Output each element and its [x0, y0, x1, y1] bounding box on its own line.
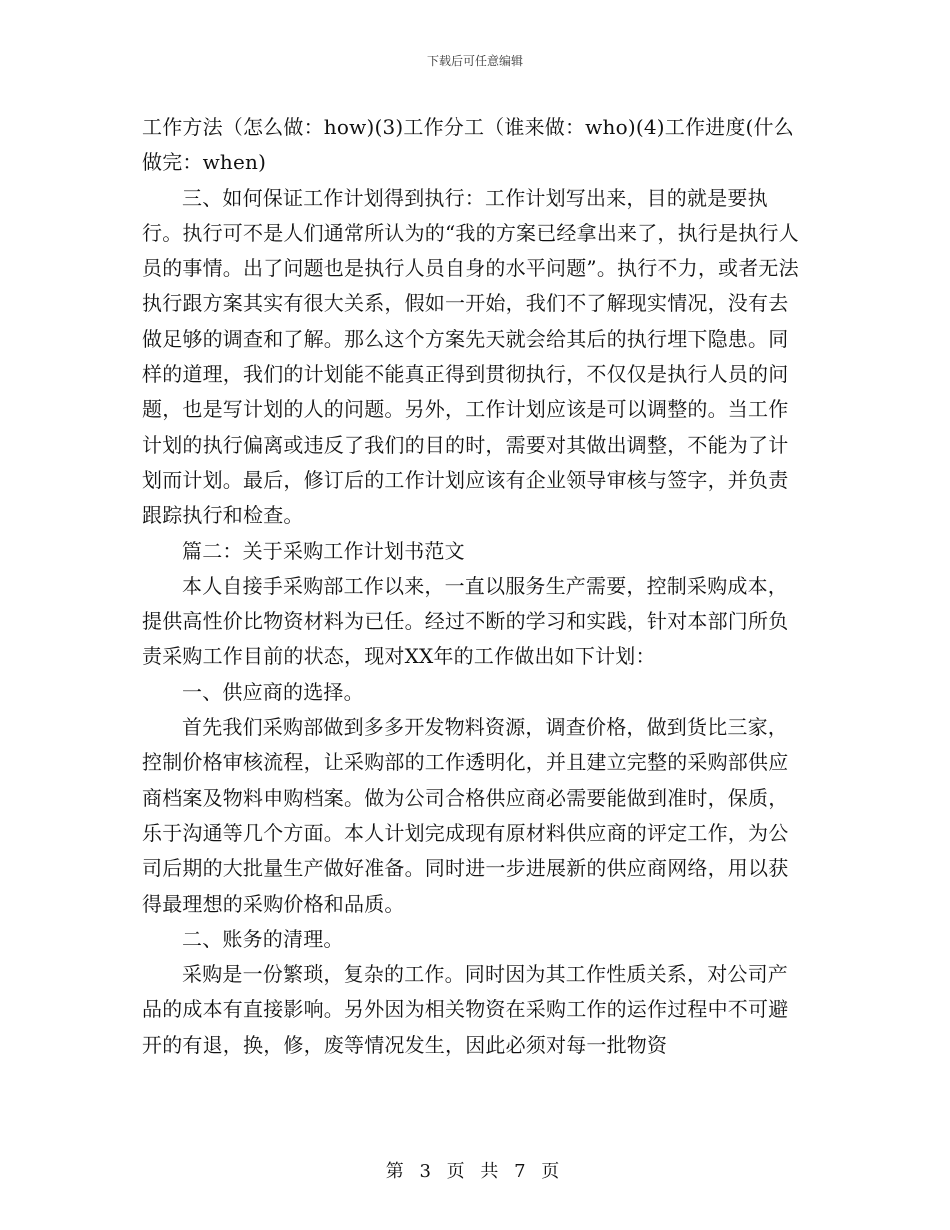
- page-footer: 第 3 页 共 7 页: [385, 1161, 565, 1182]
- paragraph-accounts-cleanup: 采购是一份繁琐，复杂的工作。同时因为其工作性质关系，对公司产品的成本有直接影响。另外因为相关物资在采购工作的运作过程中不可避开的有退，换，修，废等情况发生，因此必须对每一批物资: [142, 962, 789, 1057]
- page-header: 下载后可任意编辑: [426, 54, 523, 68]
- paragraph-work-method: 工作方法（怎么做：how)(3)工作分工（谁来做：who)(4)工作进度(什么做完：when): [142, 115, 794, 175]
- paragraph-supplier-selection: 首先我们采购部做到多多开发物料资源，调查价格，做到货比三家，控制价格审核流程，让采购部的工作透明化，并且建立完整的采购部供应商档案及物料申购档案。做为公司合格供应商必需要能做到准时，保质，乐于沟通等几个方面。本人计划完成现有原材料供应商的评定工作，为公司后期的大批量生产做好准备。同时进一步进展新的供应商网络，用以获得最理想的采购价格和品质。: [142, 715, 789, 916]
- paragraph-purchasing-intro: 本人自接手采购部工作以来，一直以服务生产需要，控制采购成本，提供高性价比物资材料为已任。经过不断的学习和实践，针对本部门所负责采购工作目前的状态，现对XX年的工作做出如下计划：: [142, 573, 789, 669]
- document-body: [142, 110, 808, 1063]
- subheading-accounts-cleanup: 二、账务的清理。: [182, 926, 344, 951]
- paragraph-plan-execution: 三、如何保证工作计划得到执行：工作计划写出来，目的就是要执行。执行可不是人们通常所认为的“我的方案已经拿出来了，执行是执行人员的事情。出了问题也是执行人员自身的水平问题”。执行不力，或者无法执行跟方案其实有很大关系，假如一开始，我们不了解现实情况，没有去做足够的调查和了解。那么这个方案先天就会给其后的执行埋下隐患。同样的道理，我们的计划能不能真正得到贯彻执行，不仅仅是执行人员的问题，也是写计划的人的问题。另外，工作计划应该是可以调整的。当工作计划的执行偏离或违反了我们的目的时，需要对其做出调整，不能为了计划而计划。最后，修订后的工作计划应该有企业领导审核与签字，并负责跟踪执行和检查。: [142, 185, 799, 528]
- section-title-purchasing-plan: 篇二：关于采购工作计划书范文: [182, 538, 465, 563]
- subheading-supplier-selection: 一、供应商的选择。: [182, 679, 364, 704]
